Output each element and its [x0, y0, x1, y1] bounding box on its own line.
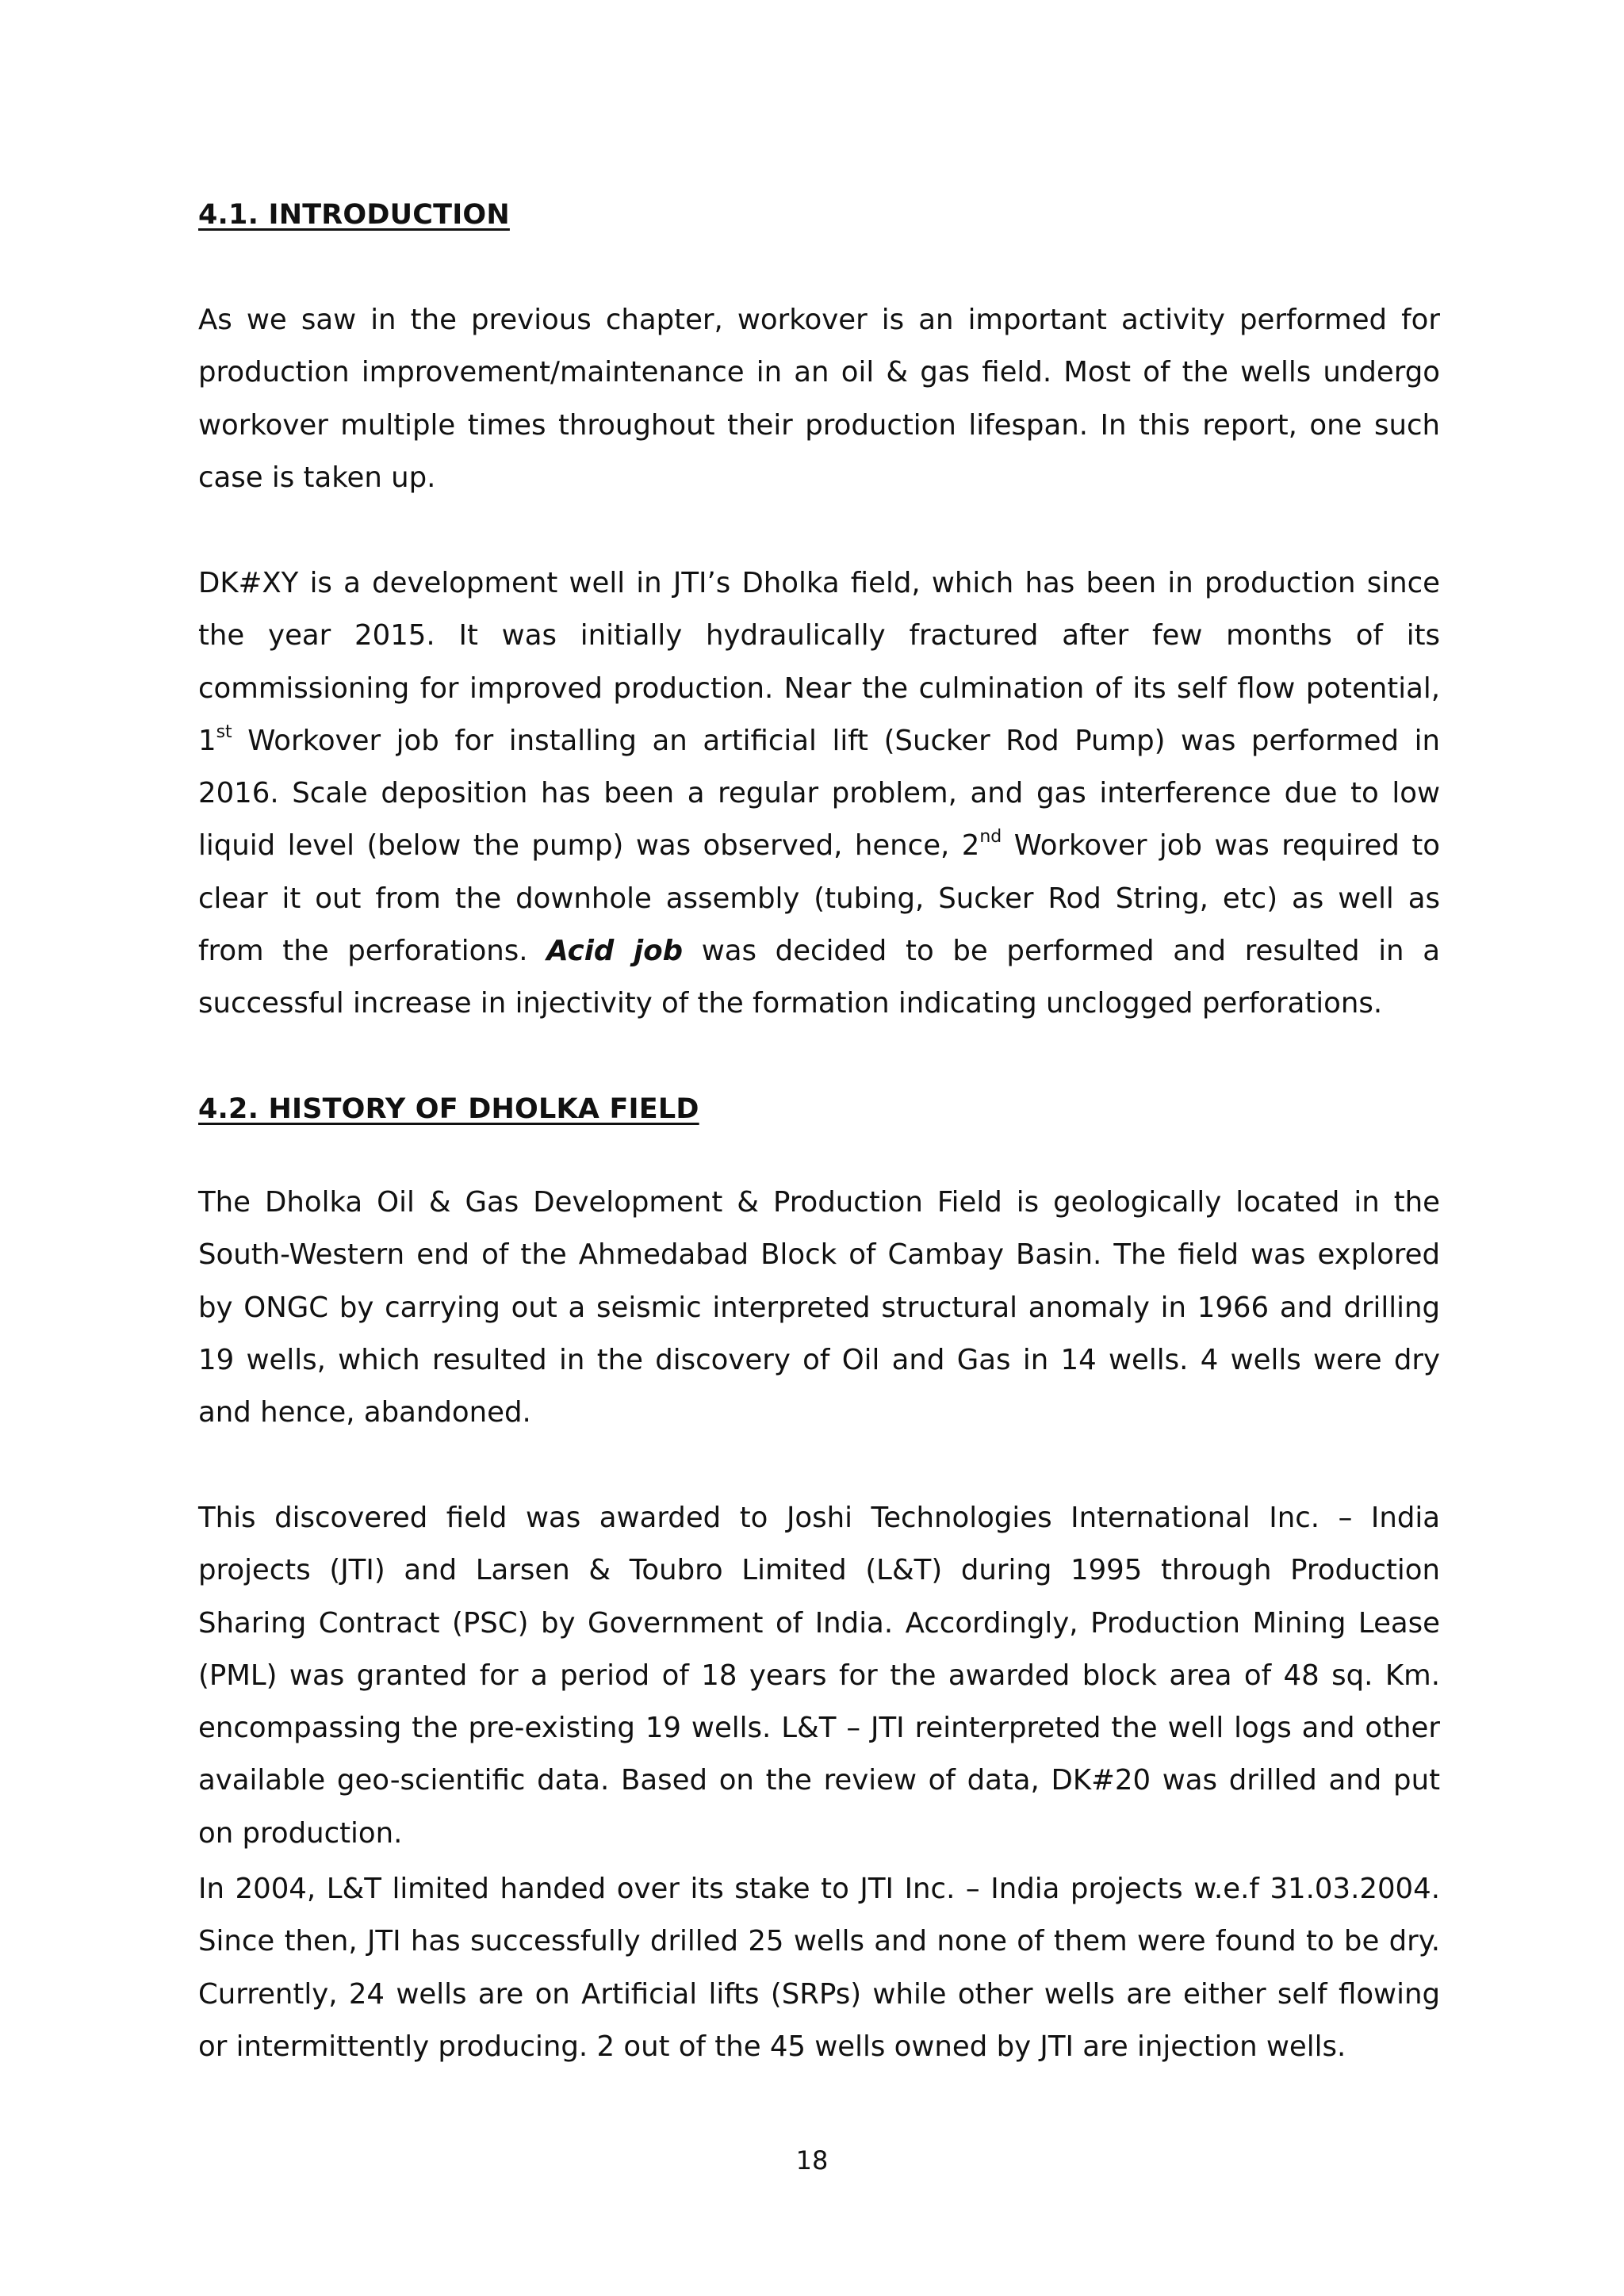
history-paragraph-1: The Dholka Oil & Gas Development & Production Field is geologically located in the South-Western end of the Ahmedabad Block of Cambay Basin. The field was explored by ONGC by carrying out a seismic interpreted structural anomaly in 1966 and drilling 19 wells, which resulted in the discovery of Oil and Gas in 14 wells. 4 wells were dry and hence, abandoned. — [198, 1186, 1440, 1429]
section-heading-history: 4.2. HISTORY OF DHOLKA FIELD — [198, 1093, 699, 1125]
intro-p2-text-3: Workover job was required to clear it out from the downhole assembly (tubing, Sucker Rod String, etc) as well as from the perforations. — [198, 829, 1441, 968]
intro-paragraph-2 — [198, 557, 1440, 1031]
intro-p2-text-4: was decided to be performed and resulted in a successful increase in injectivity of the formation indicating unclogged perforations. — [198, 935, 1441, 1020]
intro-p2-text-2: Workover job for installing an artificial lift (Sucker Rod Pump) was performed in 2016. Scale deposition has been a regular problem, and gas interference due to low liquid level (below the pump) was observed, hence, 2 — [198, 724, 1440, 863]
intro-p2-text-1: DK#XY is a development well in JTI’s Dholka field, which has been in production since the year 2015. It was initially hydraulically fractured after few months of its commissioning for improved production. Near the culmination of its self flow potential, 1 — [198, 567, 1440, 757]
intro-paragraph-1: As we saw in the previous chapter, workover is an important activity performed for production improvement/maintenance in an oil & gas field. Most of the wells undergo workover multiple times throughout their production lifespan. In this report, one such case is taken up. — [198, 304, 1440, 494]
superscript-nd: nd — [979, 827, 1002, 848]
section-heading-introduction: 4.1. INTRODUCTION — [198, 199, 510, 231]
superscript-st: st — [216, 721, 232, 742]
acid-job-emphasis: Acid job — [546, 935, 684, 968]
history-paragraph-2: This discovered field was awarded to Joshi Technologies International Inc. – India projects (JTI) and Larsen & Toubro Limited (L&T) during 1995 through Production Sharing Contract (PSC) by Government of India. Accordingly, Production Mining Lease (PML) was granted for a period of 18 years for the awarded block area of 48 sq. Km. encompassing the pre-existing 19 wells. L&T – JTI reinterpreted the well logs and other available geo-scientific data. Based on the review of data, DK#20 was drilled and put on production. — [198, 1502, 1440, 1850]
history-paragraph-3: In 2004, L&T limited handed over its stake to JTI Inc. – India projects w.e.f 31.03.2004. Since then, JTI has successfully drilled 25 wells and none of them were found to be dry. Currently, 24 wells are on Artificial lifts (SRPs) while other wells are either self flowing or intermittently producing. 2 out of the 45 wells owned by JTI are injection wells. — [198, 1873, 1440, 2063]
page-number: 18 — [795, 2145, 829, 2175]
